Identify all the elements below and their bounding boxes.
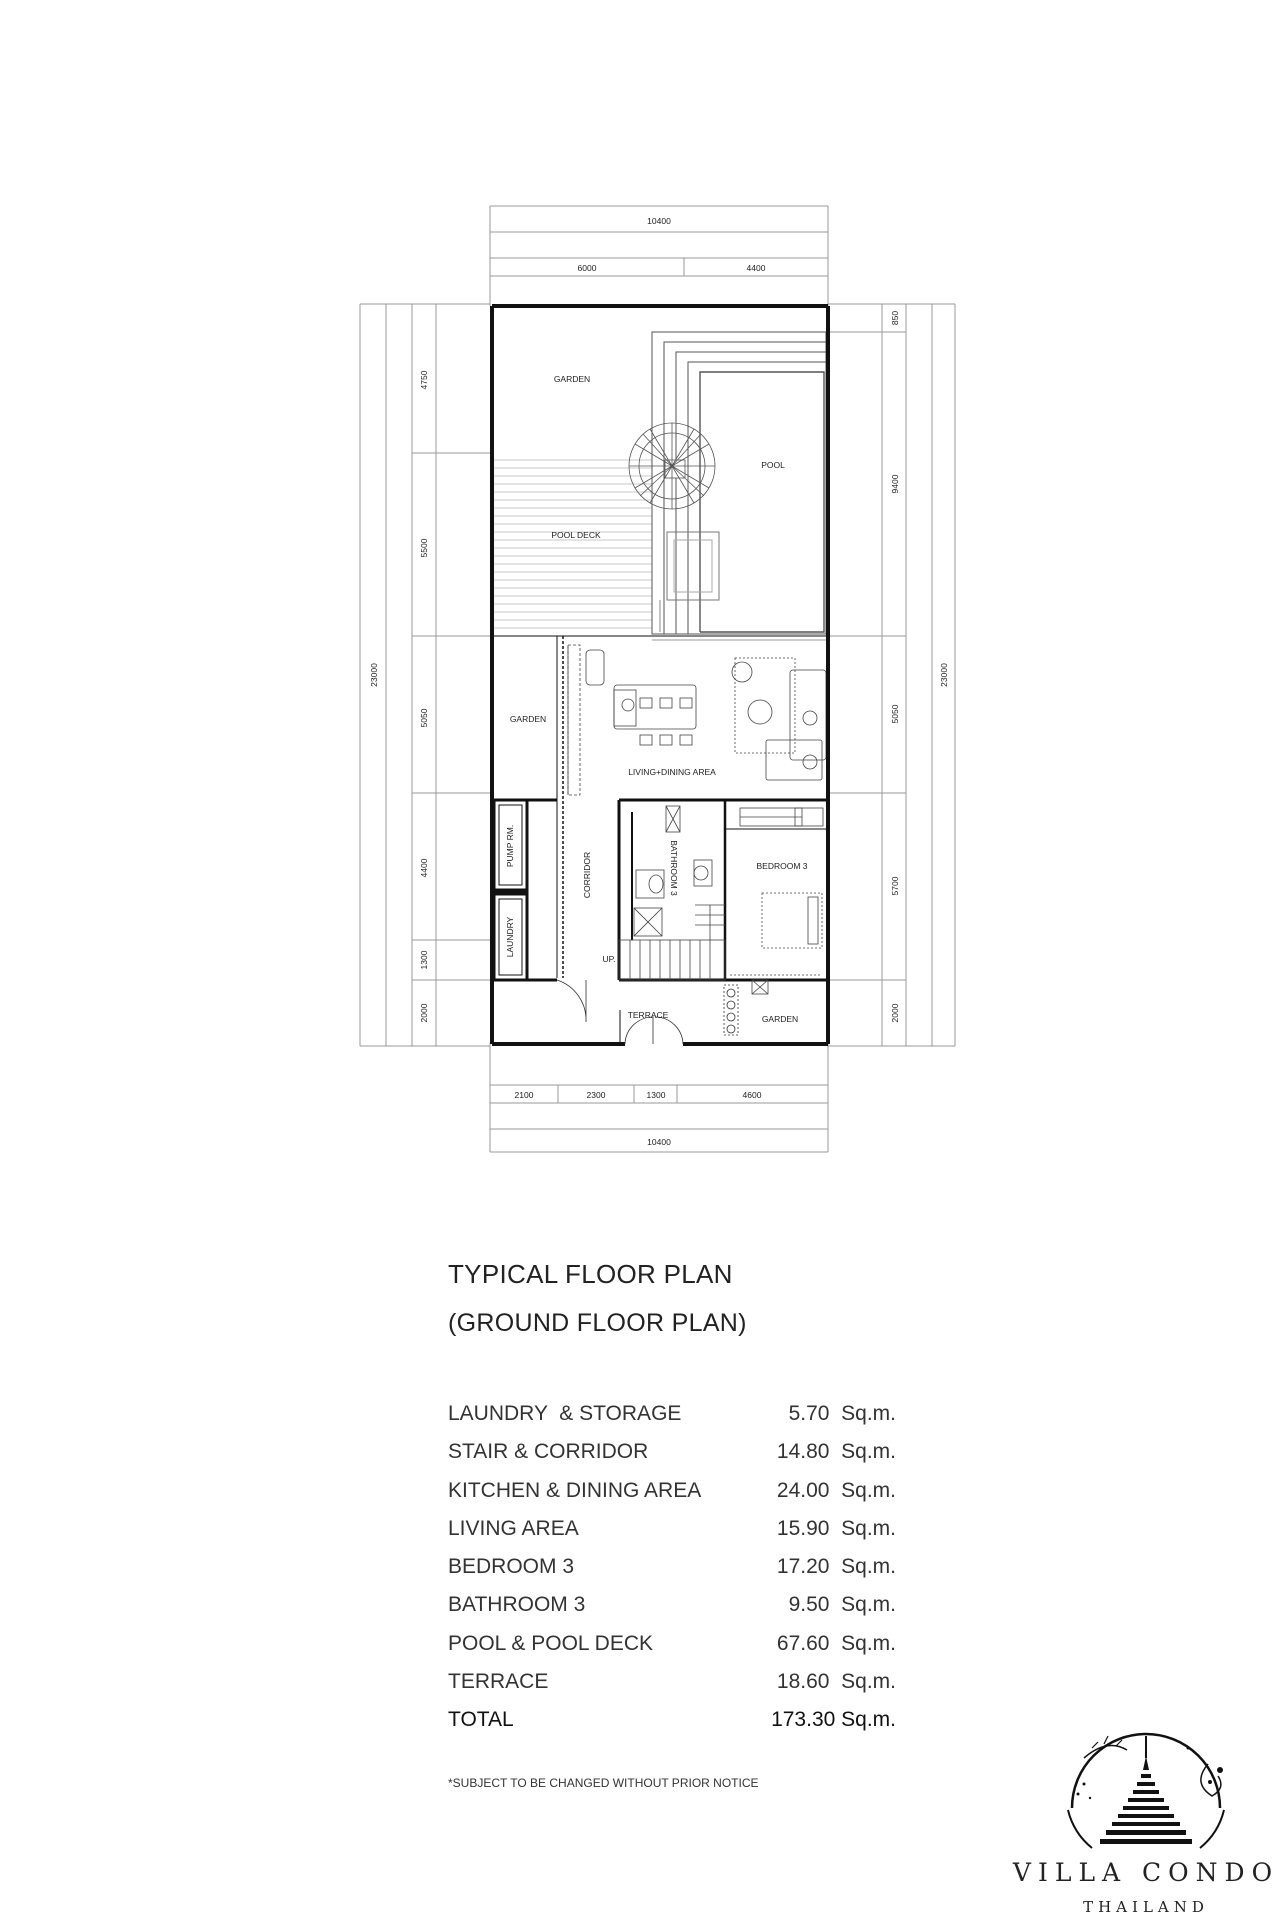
exterior-walls bbox=[492, 306, 828, 1044]
area-name: BATHROOM 3 bbox=[448, 1593, 586, 1617]
room-garden-top: GARDEN bbox=[553, 374, 591, 384]
area-value: 14.80 Sq.m. bbox=[776, 1440, 896, 1464]
room-terrace: TERRACE bbox=[627, 1010, 669, 1020]
room-laundry: LAUNDRY bbox=[505, 916, 515, 958]
dim-bottom-seg2: 2300 bbox=[586, 1090, 606, 1100]
area-row bbox=[448, 1632, 908, 1670]
area-value: 17.20 Sq.m. bbox=[776, 1555, 896, 1579]
room-garden-left: GARDEN bbox=[509, 714, 547, 724]
pool-deck-hatch bbox=[494, 453, 652, 636]
area-schedule bbox=[448, 1402, 908, 1747]
dim-bottom-seg1: 2100 bbox=[514, 1090, 534, 1100]
room-corridor: CORRIDOR bbox=[582, 851, 592, 899]
dim-top-overall: 10400 bbox=[647, 216, 671, 226]
dim-left-seg1: 4750 bbox=[419, 370, 429, 390]
area-name: POOL & POOL DECK bbox=[448, 1631, 654, 1655]
area-name: LAUNDRY & STORAGE bbox=[448, 1402, 682, 1425]
dim-top-right: 4400 bbox=[746, 263, 766, 273]
dim-left-seg4: 4400 bbox=[419, 858, 429, 878]
dim-left-seg6: 2000 bbox=[419, 1003, 429, 1023]
area-value: 5.70 Sq.m. bbox=[788, 1402, 896, 1425]
room-pump: PUMP RM. bbox=[505, 824, 515, 868]
room-living-dining: LIVING+DINING AREA bbox=[628, 767, 716, 777]
stair-up-label: UP. bbox=[602, 954, 616, 964]
area-row bbox=[448, 1402, 908, 1440]
dim-right-seg1: 850 bbox=[890, 310, 900, 326]
area-value: 15.90 Sq.m. bbox=[776, 1516, 896, 1540]
logo-name: VILLA CONDO bbox=[1012, 1858, 1280, 1887]
logo-subtitle: THAILAND bbox=[1083, 1898, 1209, 1916]
bedroom-furniture bbox=[730, 808, 823, 994]
room-pool: POOL bbox=[761, 460, 785, 470]
brand-logo bbox=[1012, 1698, 1280, 1920]
dim-left-seg2: 5500 bbox=[419, 538, 429, 558]
area-value: 9.50 Sq.m. bbox=[788, 1593, 896, 1617]
room-pool-deck: POOL DECK bbox=[551, 530, 601, 540]
area-row bbox=[448, 1593, 908, 1631]
area-total-label: TOTAL bbox=[448, 1708, 514, 1732]
area-value: 18.60 Sq.m. bbox=[776, 1670, 896, 1694]
dim-right-seg2: 9400 bbox=[890, 474, 900, 494]
dim-bottom-seg3: 1300 bbox=[646, 1090, 666, 1100]
dim-right-seg3: 5050 bbox=[890, 704, 900, 724]
interior-walls bbox=[494, 636, 826, 1044]
area-row bbox=[448, 1440, 908, 1478]
room-garden-bottom: GARDEN bbox=[761, 1014, 799, 1024]
area-name: TERRACE bbox=[448, 1670, 549, 1694]
area-row bbox=[448, 1517, 908, 1555]
dim-left-seg5: 1300 bbox=[419, 950, 429, 970]
area-name: KITCHEN & DINING AREA bbox=[448, 1478, 702, 1502]
dim-left-seg3: 5050 bbox=[419, 708, 429, 728]
area-row bbox=[448, 1555, 908, 1593]
dim-bottom-seg4: 4600 bbox=[742, 1090, 762, 1100]
area-row bbox=[448, 1479, 908, 1517]
dim-right-seg5: 2000 bbox=[890, 1003, 900, 1023]
room-bathroom: BATHROOM 3 bbox=[669, 840, 679, 896]
dim-right-seg4: 5700 bbox=[890, 876, 900, 896]
pool bbox=[652, 332, 826, 640]
page-title: TYPICAL FLOOR PLAN bbox=[448, 1259, 733, 1289]
page-subtitle: (GROUND FLOOR PLAN) bbox=[448, 1309, 747, 1337]
room-bedroom: BEDROOM 3 bbox=[756, 861, 808, 871]
area-name: LIVING AREA bbox=[448, 1516, 579, 1540]
disclaimer-note: *SUBJECT TO BE CHANGED WITHOUT PRIOR NOTICE bbox=[448, 1776, 759, 1790]
area-value: 67.60 Sq.m. bbox=[776, 1631, 896, 1655]
area-name: BEDROOM 3 bbox=[448, 1555, 575, 1579]
logo-emblem-icon bbox=[1012, 1698, 1280, 1858]
dim-bottom-overall: 10400 bbox=[647, 1137, 671, 1147]
area-total-value: 173.30 Sq.m. bbox=[771, 1708, 896, 1732]
dim-left-overall: 23000 bbox=[369, 663, 379, 687]
area-total-row bbox=[448, 1708, 908, 1746]
area-name: STAIR & CORRIDOR bbox=[448, 1440, 649, 1464]
dim-right-overall: 23000 bbox=[939, 663, 949, 687]
dim-top-left: 6000 bbox=[577, 263, 597, 273]
stairs bbox=[619, 905, 725, 980]
area-value: 24.00 Sq.m. bbox=[776, 1478, 896, 1502]
area-row bbox=[448, 1670, 908, 1708]
